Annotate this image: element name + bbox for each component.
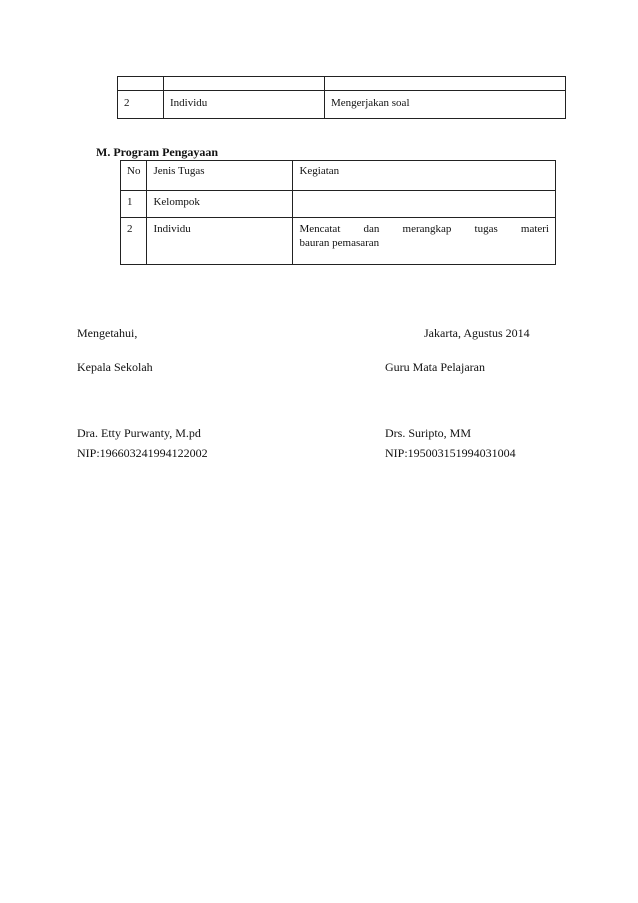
principal-role: Kepala Sekolah xyxy=(77,360,153,374)
teacher-role: Guru Mata Pelajaran xyxy=(385,360,485,374)
row-number: 1 xyxy=(121,191,147,218)
table-header-row xyxy=(121,161,556,191)
principal-nip: NIP:196603241994122002 xyxy=(77,446,208,460)
place-date: Jakarta, Agustus 2014 xyxy=(424,326,530,340)
header-no: No xyxy=(121,161,147,191)
section-title: M. Program Pengayaan xyxy=(96,145,219,159)
table-cell xyxy=(164,77,325,91)
activity xyxy=(293,218,556,265)
activity xyxy=(293,191,556,218)
task-type: Individu xyxy=(164,91,325,119)
table-row xyxy=(118,91,566,119)
table-row xyxy=(121,191,556,218)
table-row xyxy=(118,77,566,91)
activity-line: bauran pemasaran xyxy=(299,237,380,249)
table-cell xyxy=(118,77,164,91)
teacher-name: Drs. Suripto, MM xyxy=(385,426,472,440)
task-type: Kelompok xyxy=(147,191,293,218)
header-task-type: Jenis Tugas xyxy=(147,161,293,191)
activity-line: Mencatat dan merangkap tugas materi xyxy=(299,223,549,235)
principal-name: Dra. Etty Purwanty, M.pd xyxy=(77,426,201,440)
top-table xyxy=(117,76,566,119)
table-cell xyxy=(325,77,566,91)
row-number: 2 xyxy=(121,218,147,265)
task-type: Individu xyxy=(147,218,293,265)
header-activity: Kegiatan xyxy=(293,161,556,191)
acknowledged-label: Mengetahui, xyxy=(77,326,138,340)
teacher-nip: NIP:195003151994031004 xyxy=(385,446,516,460)
table-row xyxy=(121,218,556,265)
enrichment-table xyxy=(120,160,556,265)
activity: Mengerjakan soal xyxy=(325,91,566,119)
row-number: 2 xyxy=(118,91,164,119)
